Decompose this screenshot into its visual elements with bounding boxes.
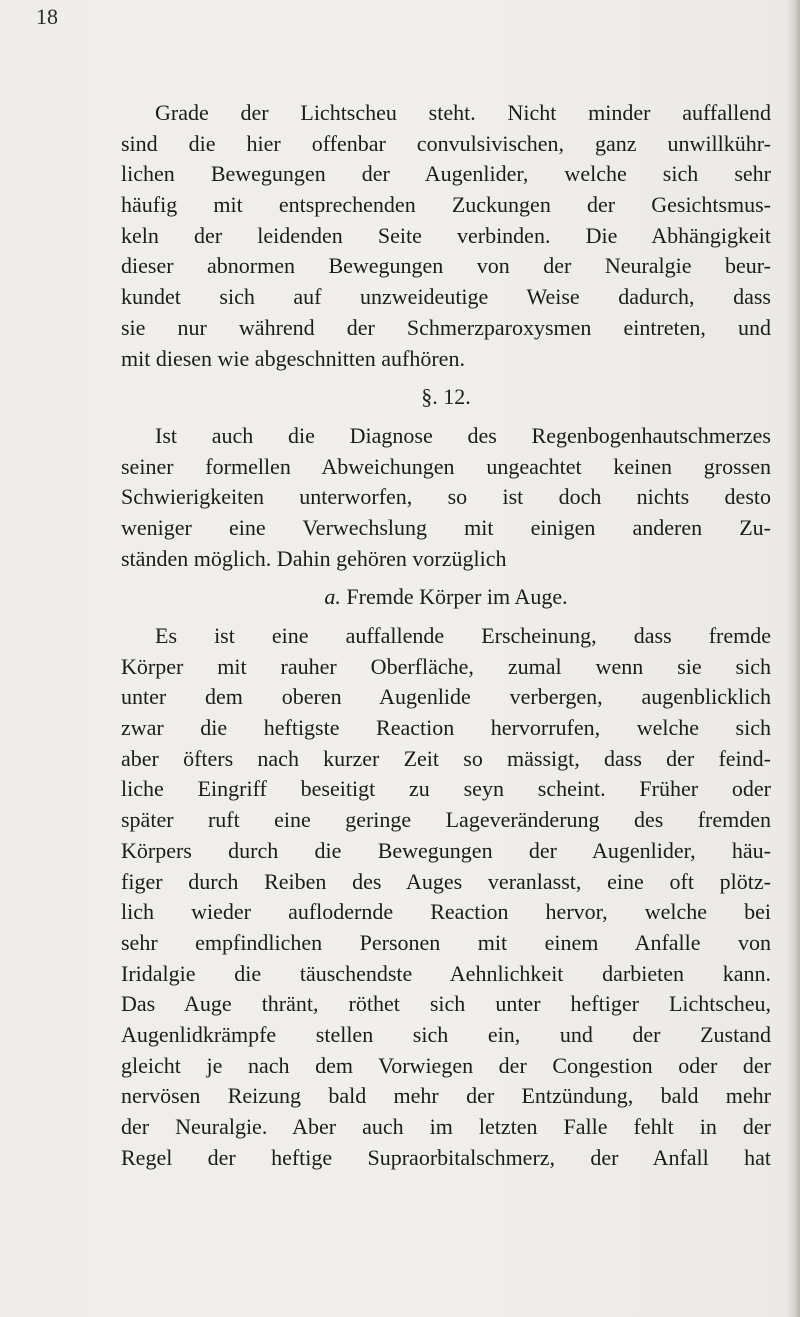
text-line: der Neuralgie. Aber auch im letzten Falle fehlt in der	[121, 1114, 771, 1139]
text-line: häufig mit entsprechenden Zuckungen der Gesichtsmus-	[121, 192, 771, 218]
text-line: figer durch Reiben des Auges veranlasst, eine oft plötz-	[121, 868, 771, 894]
text-line: Iridalgie die täuschendste Aehnlichkeit darbieten kann.	[121, 960, 771, 986]
subsection-heading	[121, 582, 771, 613]
section-heading: §. 12.	[421, 384, 471, 410]
text-line: Grade der Lichtscheu steht. Nicht minder auffallend	[155, 100, 771, 125]
page-number: 18	[36, 4, 58, 29]
subsection-letter: a.	[324, 584, 341, 610]
paragraph-2	[121, 421, 771, 574]
text-line: Körper mit rauher Oberfläche, zumal wenn sie sich	[121, 653, 771, 679]
page-edge-shadow	[786, 0, 800, 1317]
paragraph-1	[121, 98, 771, 374]
subsection-title: Fremde Körper im Auge.	[346, 584, 568, 610]
text-line: nervösen Reizung bald mehr der Entzündung, bald mehr	[121, 1083, 771, 1109]
text-line: ständen möglich. Dahin gehören vorzüglich	[121, 545, 507, 571]
text-line: unter dem oberen Augenlide verbergen, augenblicklich	[121, 684, 771, 710]
text-line: Ist auch die Diagnose des Regenbogenhautschmerzes	[155, 422, 771, 448]
text-line: Körpers durch die Bewegungen der Augenlider, häu-	[121, 837, 771, 863]
text-line: lich wieder auflodernde Reaction hervor, welche bei	[121, 899, 771, 925]
text-line: Es ist eine auffallende Erscheinung, dass fremde	[155, 623, 771, 648]
text-line: aber öfters nach kurzer Zeit so mässigt, dass der feind-	[121, 745, 771, 771]
text-line: weniger eine Verwechslung mit einigen anderen Zu-	[121, 514, 771, 540]
text-line: liche Eingriff beseitigt zu seyn scheint. Früher oder	[121, 776, 771, 802]
text-line: Augenlidkrämpfe stellen sich ein, und der Zustand	[121, 1021, 771, 1047]
text-line: Schwierigkeiten unterworfen, so ist doch nichts desto	[121, 484, 771, 510]
text-line: dieser abnormen Bewegungen von der Neuralgie beur-	[121, 253, 771, 279]
body-text	[121, 98, 771, 1173]
text-line: sie nur während der Schmerzparoxysmen eintreten, und	[121, 314, 771, 340]
text-line: lichen Bewegungen der Augenlider, welche sich sehr	[121, 161, 771, 187]
text-line: mit diesen wie abgeschnitten aufhören.	[121, 345, 465, 371]
text-line: später ruft eine geringe Lageveränderung des fremden	[121, 807, 771, 833]
text-line: kundet sich auf unzweideutige Weise dadurch, dass	[121, 284, 771, 310]
paragraph-3	[121, 621, 771, 1173]
text-line: gleicht je nach dem Vorwiegen der Congestion oder der	[121, 1052, 771, 1078]
text-line: sehr empfindlichen Personen mit einem Anfalle von	[121, 929, 771, 955]
text-line: Das Auge thränt, röthet sich unter heftiger Lichtscheu,	[121, 991, 771, 1017]
text-line: keln der leidenden Seite verbinden. Die Abhängigkeit	[121, 222, 771, 248]
text-line: sind die hier offenbar convulsivischen, ganz unwillkühr-	[121, 130, 771, 156]
text-line: zwar die heftigste Reaction hervorrufen, welche sich	[121, 715, 771, 741]
text-line: seiner formellen Abweichungen ungeachtet keinen grossen	[121, 453, 771, 479]
text-line: Regel der heftige Supraorbitalschmerz, der Anfall hat	[121, 1144, 771, 1170]
